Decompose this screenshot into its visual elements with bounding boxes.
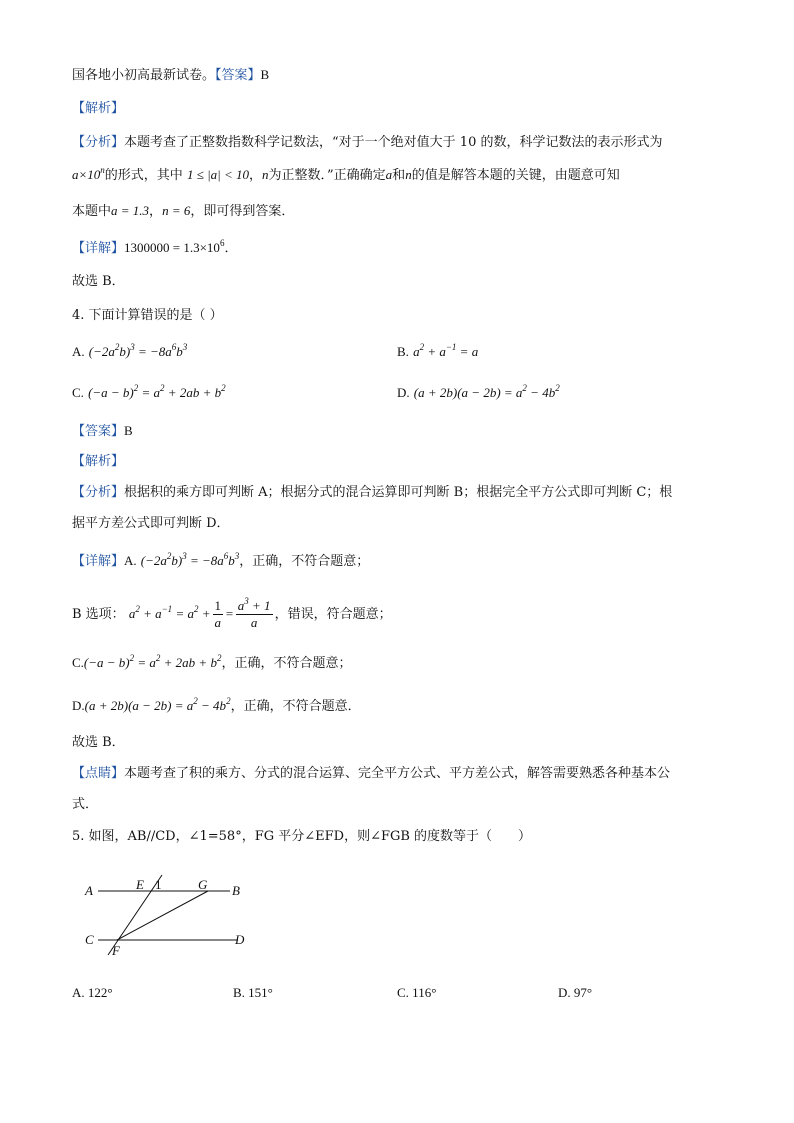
label-a: A <box>85 883 93 898</box>
q4-option-a <box>72 343 187 362</box>
comment-text: 本题考查了积的乘方、分式的混合运算、完全平方公式、平方差公式，解答需要熟悉各种基本公 <box>124 766 671 781</box>
option-math: $a^2 + a^{-1} = a$ <box>413 342 479 359</box>
answer-value: B <box>260 67 270 82</box>
math-var: n <box>262 167 269 182</box>
label-f: F <box>112 943 120 958</box>
analysis-text: 本题考查了正整数指数科学记数法，“对于一个绝对值大于 10 的数，科学记数法的表示形式为 <box>124 135 663 150</box>
q4-detail-c <box>72 654 351 673</box>
label-d: D <box>235 932 245 947</box>
fraction-1-over-a <box>213 598 224 631</box>
analysis-text: 的值是解答本题的关键，由题意可知 <box>411 168 620 183</box>
analysis-text: ，即可得到答案． <box>190 204 295 219</box>
analysis-tag: 【分析】 <box>72 135 125 150</box>
q4-option-c <box>72 384 226 403</box>
detail-label: B 选项： <box>72 607 125 622</box>
q5-option-a: A. 122° <box>72 985 113 1000</box>
q4-answer <box>72 422 133 441</box>
detail-end: ，错误，符合题意； <box>274 607 392 622</box>
q4-analysis-line1 <box>72 484 672 502</box>
detail-math: $(a + 2b)(a - 2b) = a^2 - 4b^2$ <box>84 696 231 713</box>
analysis-text: 的形式，其中 <box>104 168 183 183</box>
q4-detail-d <box>72 697 361 716</box>
label-c: C <box>85 932 94 947</box>
q4-option-b <box>397 343 478 362</box>
q3-analysis-line3 <box>72 202 294 221</box>
math-var: a <box>385 167 393 182</box>
label-angle-1: 1 <box>155 877 162 892</box>
q4-comment-line1 <box>72 765 670 783</box>
q4-analysis-line2: 据平方差公式即可判断 D． <box>72 516 230 531</box>
option-label: A. <box>72 344 85 359</box>
header-text: 国各地小初高最新试卷。 <box>72 68 216 83</box>
detail-tag: 【详解】 <box>72 554 125 569</box>
q5-option-d: D. 97° <box>558 985 593 1000</box>
detail-end: ． <box>224 241 238 256</box>
q3-analysis-line2 <box>72 166 620 185</box>
option-math: $(a + 2b)(a - 2b) = a^2 - 4b^2$ <box>413 383 560 400</box>
analysis-text: ， <box>149 204 163 219</box>
analysis-text: ， <box>249 168 263 183</box>
q4-conclusion: 故选 B． <box>72 735 125 750</box>
q4-stem: 4. 下面计算错误的是（ ） <box>72 308 223 323</box>
parallel-lines-figure <box>80 870 260 965</box>
fraction-denominator: a <box>250 615 258 630</box>
q3-conclusion: 故选 B． <box>72 274 125 289</box>
math-expr: n = 6 <box>162 203 191 218</box>
label-g: G <box>198 877 208 892</box>
fraction-numerator: $a^3 + 1$ <box>237 596 271 613</box>
answer-tag: 【答案】 <box>215 68 261 83</box>
q4-analysis-heading: 【解析】 <box>72 454 125 469</box>
option-math: $(-2a^2b)^3 = -8a^6b^3$ <box>88 342 188 359</box>
q3-analysis-heading: 【解析】 <box>72 101 125 116</box>
sci-notation-math: a×10 <box>72 167 101 182</box>
math-var: n <box>405 167 412 182</box>
detail-label: A. <box>124 553 137 568</box>
q4-detail-a <box>72 552 369 571</box>
q4-detail-b <box>72 594 392 635</box>
comment-tag: 【点睛】 <box>72 766 125 781</box>
q5-option-c: C. 116° <box>397 985 437 1000</box>
header-line <box>72 66 269 85</box>
analysis-text: 根据积的乘方即可判断 A；根据分式的混合运算即可判断 B；根据完全平方公式即可判断 C；根 <box>124 485 673 500</box>
detail-label: C. <box>72 655 84 670</box>
detail-label: D. <box>72 698 85 713</box>
detail-tag: 【详解】 <box>72 241 125 256</box>
option-label: C. <box>72 385 84 400</box>
fraction-denominator: a <box>214 615 221 630</box>
detail-math: $(-a - b)^2 = a^2 + 2ab + b^2$ <box>83 653 222 670</box>
answer-tag: 【答案】 <box>72 424 125 439</box>
detail-math: $a^2 + a^{-1} = a^2$ + <box>128 604 211 621</box>
option-label: D. <box>397 385 410 400</box>
q5-option-b: B. 151° <box>233 985 273 1000</box>
analysis-text: 为正整数．”正确确定 <box>268 168 386 183</box>
label-b: B <box>232 883 240 898</box>
analysis-text: 和 <box>392 168 406 183</box>
label-e: E <box>136 877 144 892</box>
line-fg <box>117 891 208 940</box>
detail-end: ，正确，不符合题意； <box>239 554 370 569</box>
analysis-tag: 【分析】 <box>72 485 125 500</box>
detail-end: ，正确，不符合题意； <box>221 656 352 671</box>
q4-comment-line2: 式． <box>72 797 99 812</box>
option-label: B. <box>397 344 409 359</box>
sci-notation-exponent: n <box>100 165 105 175</box>
q5-stem: 5. 如图，AB//CD，∠1=58°，FG 平分∠EFD，则∠FGB 的度数等于（ ） <box>72 829 532 844</box>
detail-math: 1300000 = 1.3×10 <box>124 240 220 255</box>
detail-end: ，正确，不符合题意． <box>230 699 361 714</box>
q4-option-d <box>397 384 560 403</box>
detail-exponent: 6 <box>219 238 225 248</box>
fraction-a3plus1-over-a <box>236 598 273 631</box>
fraction-numerator: 1 <box>214 598 221 613</box>
option-math: $(-a - b)^2 = a^2 + 2ab + b^2$ <box>88 383 226 400</box>
inequality-math: 1 ≤ |a| < 10 <box>186 167 249 182</box>
equals-sign: = <box>225 606 234 621</box>
detail-math: $(-2a^2b)^3 = -8a^6b^3$ <box>140 551 240 568</box>
q3-detail <box>72 239 237 258</box>
answer-value: B <box>124 423 133 438</box>
math-expr: a = 1.3 <box>111 203 150 218</box>
analysis-text: 本题中 <box>72 204 112 219</box>
q3-analysis-line1 <box>72 134 662 152</box>
